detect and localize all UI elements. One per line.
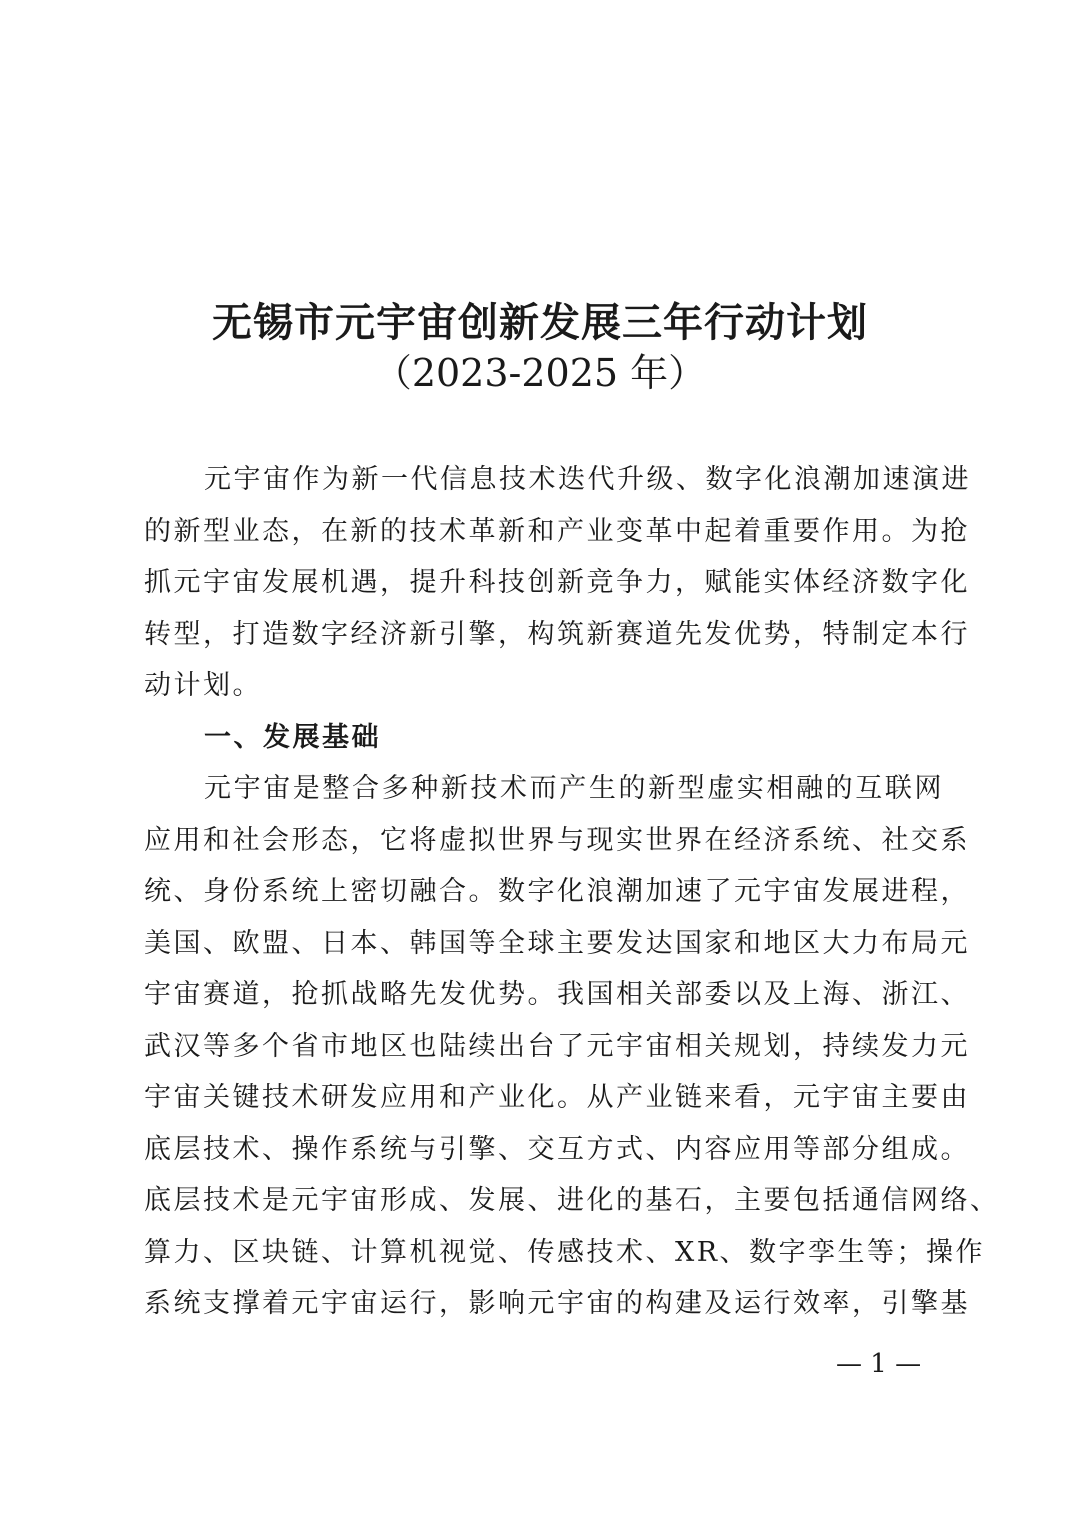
paragraph-line: 统、身份系统上密切融合。数字化浪潮加速了元宇宙发展进程， xyxy=(144,876,970,907)
page-number: — 1 — xyxy=(836,1349,922,1379)
section-heading: 一、发展基础 xyxy=(204,721,381,753)
paragraph-line: 抓元宇宙发展机遇，提升科技创新竞争力，赋能实体经济数字化 xyxy=(144,567,970,598)
paragraph-line: 美国、欧盟、日本、韩国等全球主要发达国家和地区大力布局元 xyxy=(144,927,970,959)
paragraph-line: 应用和社会形态，它将虚拟世界与现实世界在经济系统、社交系 xyxy=(144,824,970,856)
paragraph-line: 底层技术是元宇宙形成、发展、进化的基石，主要包括通信网络、 xyxy=(144,1185,1000,1216)
paragraph-line: 的新型业态，在新的技术革新和产业变革中起着重要作用。为抢 xyxy=(144,515,970,547)
paragraph-line: 元宇宙是整合多种新技术而产生的新型虚实相融的互联网 xyxy=(204,773,944,804)
document-title: 无锡市元宇宙创新发展三年行动计划 xyxy=(212,299,868,346)
paragraph-line: 元宇宙作为新一代信息技术迭代升级、数字化浪潮加速演进 xyxy=(204,464,971,495)
paragraph-line: 算力、区块链、计算机视觉、传感技术、XR、数字孪生等；操作 xyxy=(144,1236,986,1268)
paragraph-line: 宇宙赛道，抢抓战略先发优势。我国相关部委以及上海、浙江、 xyxy=(144,979,970,1010)
paragraph-line: 武汉等多个省市地区也陆续出台了元宇宙相关规划，持续发力元 xyxy=(144,1030,970,1062)
paragraph-line: 宇宙关键技术研发应用和产业化。从产业链来看，元宇宙主要由 xyxy=(144,1082,970,1113)
paragraph-line: 转型，打造数字经济新引擎，构筑新赛道先发优势，特制定本行 xyxy=(144,618,970,650)
paragraph-line: 底层技术、操作系统与引擎、交互方式、内容应用等部分组成。 xyxy=(144,1133,970,1165)
paragraph-line: 动计划。 xyxy=(144,670,262,701)
document-subtitle: （2023-2025 年） xyxy=(373,351,707,395)
document-body xyxy=(144,454,1000,1330)
paragraph-line: 系统支撑着元宇宙运行，影响元宇宙的构建及运行效率，引擎基 xyxy=(144,1288,970,1319)
